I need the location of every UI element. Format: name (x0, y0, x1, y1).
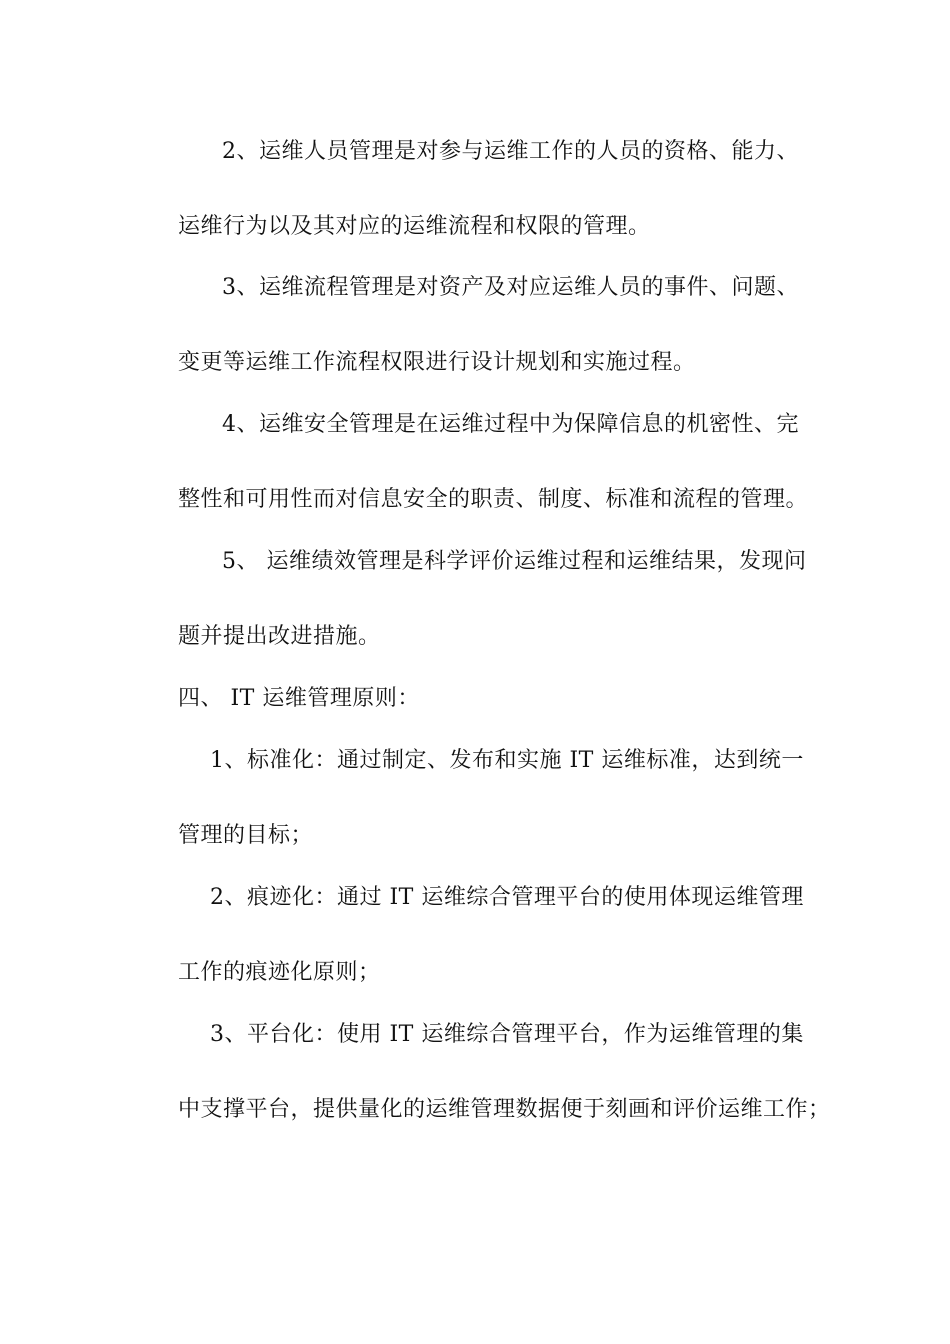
paragraph-3-line-2: 变更等运维工作流程权限进行设计规划和实施过程。 (178, 350, 696, 375)
principle-1-line-1: 1、标准化：通过制定、发布和实施 IT 运维标准，达到统一 (210, 748, 804, 773)
paragraph-3-line-1: 3、运维流程管理是对资产及对应运维人员的事件、问题、 (222, 275, 799, 300)
paragraph-2-line-2: 运维行为以及其对应的运维流程和权限的管理。 (178, 214, 651, 239)
paragraph-4-line-1: 4、运维安全管理是在运维过程中为保障信息的机密性、完 (222, 412, 799, 437)
paragraph-5-line-1: 5、 运维绩效管理是科学评价运维过程和运维结果，发现问 (222, 549, 807, 574)
section-heading: 四、 IT 运维管理原则： (178, 686, 420, 711)
paragraph-2-line-1: 2、运维人员管理是对参与运维工作的人员的资格、能力、 (222, 139, 799, 164)
principle-3-line-1: 3、平台化：使用 IT 运维综合管理平台，作为运维管理的集 (210, 1022, 804, 1047)
principle-2-line-1: 2、痕迹化：通过 IT 运维综合管理平台的使用体现运维管理 (210, 885, 804, 910)
principle-2-line-2: 工作的痕迹化原则； (178, 960, 381, 985)
principle-3-line-2: 中支撑平台，提供量化的运维管理数据便于刻画和评价运维工作； (178, 1097, 831, 1122)
paragraph-5-line-2: 题并提出改进措施。 (178, 624, 381, 649)
principle-1-line-2: 管理的目标； (178, 823, 314, 848)
paragraph-4-line-2: 整性和可用性而对信息安全的职责、制度、标准和流程的管理。 (178, 487, 809, 512)
